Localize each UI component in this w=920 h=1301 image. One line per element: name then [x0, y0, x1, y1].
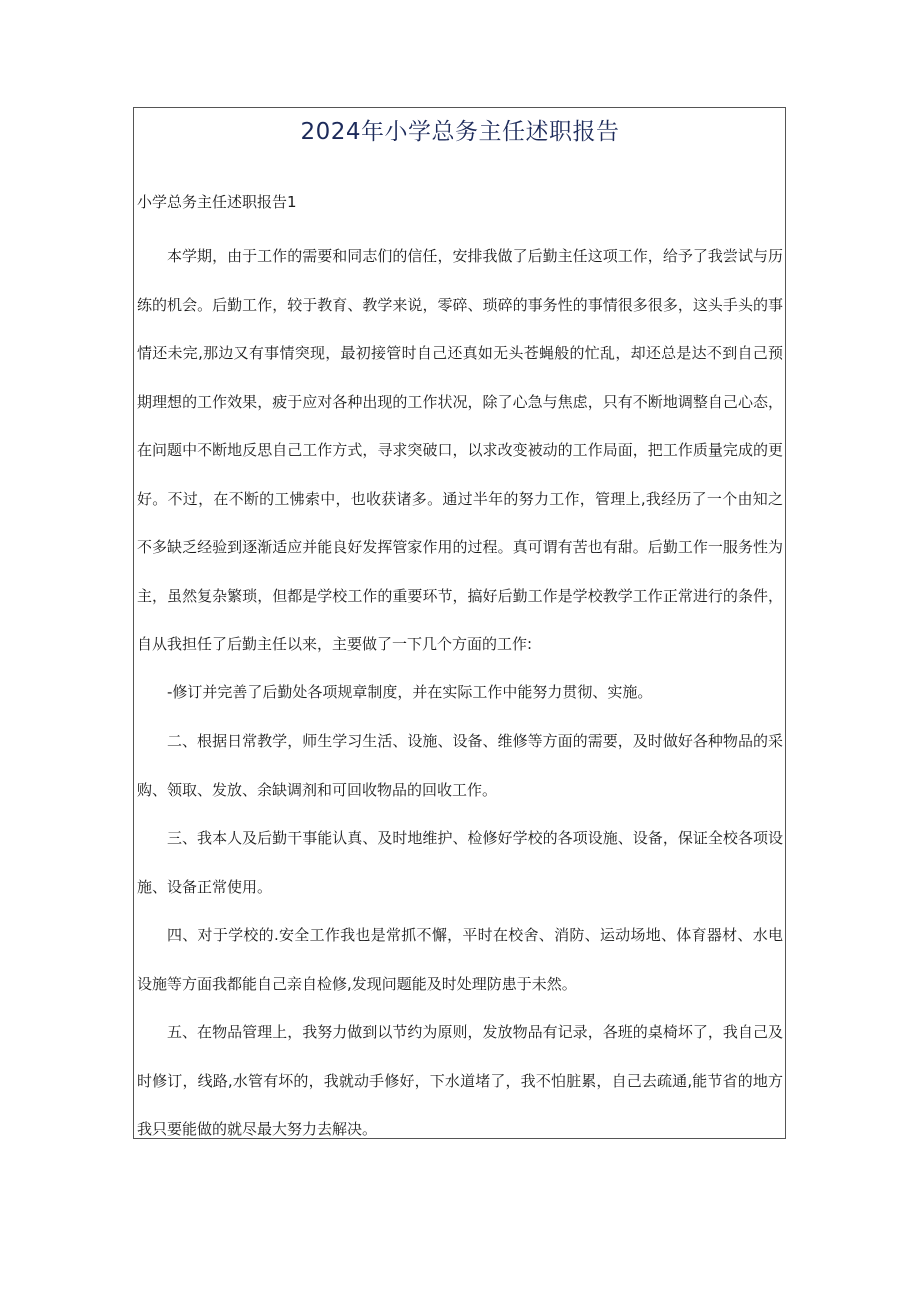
paragraph-item-2: 二、根据日常教学，师生学习生活、设施、设备、维修等方面的需要，及时做好各种物品的采购、领取、发放、余缺调剂和可回收物品的回收工作。 — [137, 732, 783, 799]
paragraph-item-1: -修订并完善了后勤处各项规章制度，并在实际工作中能努力贯彻、实施。 — [167, 683, 653, 701]
paragraph-intro: 本学期，由于工作的需要和同志们的信任，安排我做了后勤主任这项工作，给予了我尝试与历练的机会。后勤工作，较于教育、教学来说，零碎、琐碎的事务性的事情很多很多，这头手头的事情还未完,那边又有事情突现，最初接管时自己还真如无头苍蝇般的忙乱，却还总是达不到自己预期理想的工作效果，疲于应对各种出现的工作状况，除了心急与焦虑，只有不断地调整自己心态，在问题中不断地反思自己工作方式，寻求突破口，以求改变被动的工作局面，把工作质量完成的更好。不过，在不断的工怫索中，也收获诸多。通过半年的努力工作，管理上,我经历了一个由知之不多缺乏经验到逐渐适应并能良好发挥管家作用的过程。真可谓有苦也有甜。后勤工作一服务性为主，虽然复杂繁琐，但都是学校工作的重要环节，搞好后勤工作是学校教学工作正常进行的条件，自从我担任了后勤主任以来，主要做了一下几个方面的工作: — [137, 247, 783, 653]
paragraph-item-4: 四、对于学校的.安全工作我也是常抓不懈，平时在校舍、消防、运动场地、体育器材、水电设施等方面我都能自己亲自检修,发现问题能及时处理防患于未然。 — [137, 926, 783, 993]
paragraph-item-3: 三、我本人及后勤干事能认真、及时地维护、检修好学校的各项设施、设备，保证全校各项设施、设备正常使用。 — [137, 829, 783, 896]
document-title: 2024年小学总务主任述职报告 — [300, 119, 620, 145]
paragraph-item-5: 五、在物品管理上，我努力做到以节约为原则，发放物品有记录，各班的桌椅坏了，我自己及时修订，线路,水管有坏的，我就动手修好，下水道堵了，我不怕脏累，自己去疏通,能节省的地方我只要能做的就尽最大努力去解决。 — [137, 1023, 783, 1138]
section-subtitle: 小学总务主任述职报告1 — [137, 193, 297, 211]
